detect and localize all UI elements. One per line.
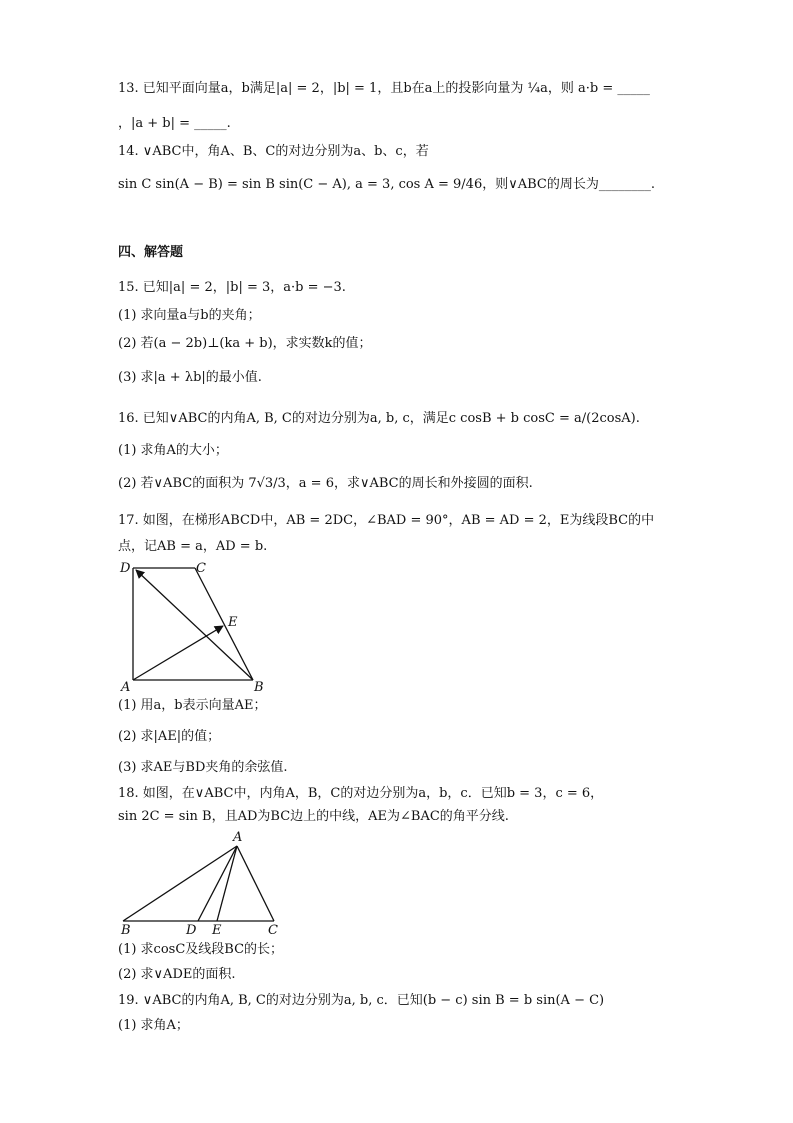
q15-line1: 15. 已知|a| = 2，|b| = 3，a·b = −3.	[118, 280, 346, 295]
median-ad	[198, 846, 237, 921]
q14-line2: sin C sin(A − B) = sin B sin(C − A), a = 3, cos A = 9/46，则∨ABC的周长为________.	[118, 177, 656, 192]
section-heading: 四、解答题	[118, 245, 184, 260]
q18-sub1: (1) 求cosC及线段BC的长；	[118, 942, 284, 957]
label-b: B	[254, 680, 264, 695]
edge-bc	[195, 568, 253, 680]
label-d: D	[120, 561, 131, 576]
vector-ae	[133, 626, 223, 680]
label-c: C	[196, 561, 206, 576]
label-e: E	[228, 615, 238, 630]
q17-line1: 17. 如图，在梯形ABCD中，AB = 2DC，∠BAD = 90°，AB = AD = 2，E为线段BC的中	[118, 513, 655, 528]
label-d: D	[186, 923, 197, 938]
q15-sub3: (3) 求|a + λb|的最小值.	[118, 370, 262, 385]
q19-line1: 19. ∨ABC的内角A, B, C的对边分别为a, b, c．已知(b − c) sin B = b sin(A − C)	[118, 993, 605, 1008]
q16-line1: 16. 已知∨ABC的内角A, B, C的对边分别为a, b, c，满足c cosB + b cosC = a/(2cosA).	[118, 411, 640, 426]
q17-sub3: (3) 求AE与BD夹角的余弦值.	[118, 760, 288, 775]
q17-trapezoid-figure	[110, 556, 280, 696]
label-a: A	[233, 830, 243, 845]
label-b: B	[121, 923, 131, 938]
q17-line2: 点，记AB = a，AD = b.	[118, 539, 268, 554]
q13-line2: ，|a + b| = _____.	[118, 116, 231, 131]
label-e: E	[212, 923, 222, 938]
q14-line1: 14. ∨ABC中，角A、B、C的对边分别为a、b、c，若	[118, 144, 429, 159]
q19-sub1: (1) 求角A；	[118, 1018, 189, 1033]
label-a: A	[121, 680, 131, 695]
q15-sub2: (2) 若(a − 2b)⊥(ka + b)，求实数k的值；	[118, 336, 372, 351]
q17-sub1: (1) 用a，b表示向量AE；	[118, 698, 267, 713]
q16-sub2: (2) 若∨ABC的面积为 7√3/3，a = 6，求∨ABC的周长和外接圆的面积.	[118, 476, 533, 491]
q15-sub1: (1) 求向量a与b的夹角；	[118, 308, 261, 323]
q18-line2: sin 2C = sin B，且AD为BC边上的中线，AE为∠BAC的角平分线.	[118, 809, 509, 824]
label-c: C	[268, 923, 278, 938]
q18-line1: 18. 如图，在∨ABC中，内角A，B，C的对边分别为a，b，c．已知b = 3，c = 6，	[118, 786, 604, 801]
q17-sub2: (2) 求|AE|的值；	[118, 729, 221, 744]
q18-sub2: (2) 求∨ADE的面积.	[118, 967, 236, 982]
q16-sub1: (1) 求角A的大小；	[118, 443, 228, 458]
q18-triangle-figure	[115, 826, 285, 938]
q13-line1: 13. 已知平面向量a，b满足|a| = 2，|b| = 1，且b在a上的投影向量为 ¼a，则 a·b = _____	[118, 81, 650, 96]
side-ac	[237, 846, 274, 921]
